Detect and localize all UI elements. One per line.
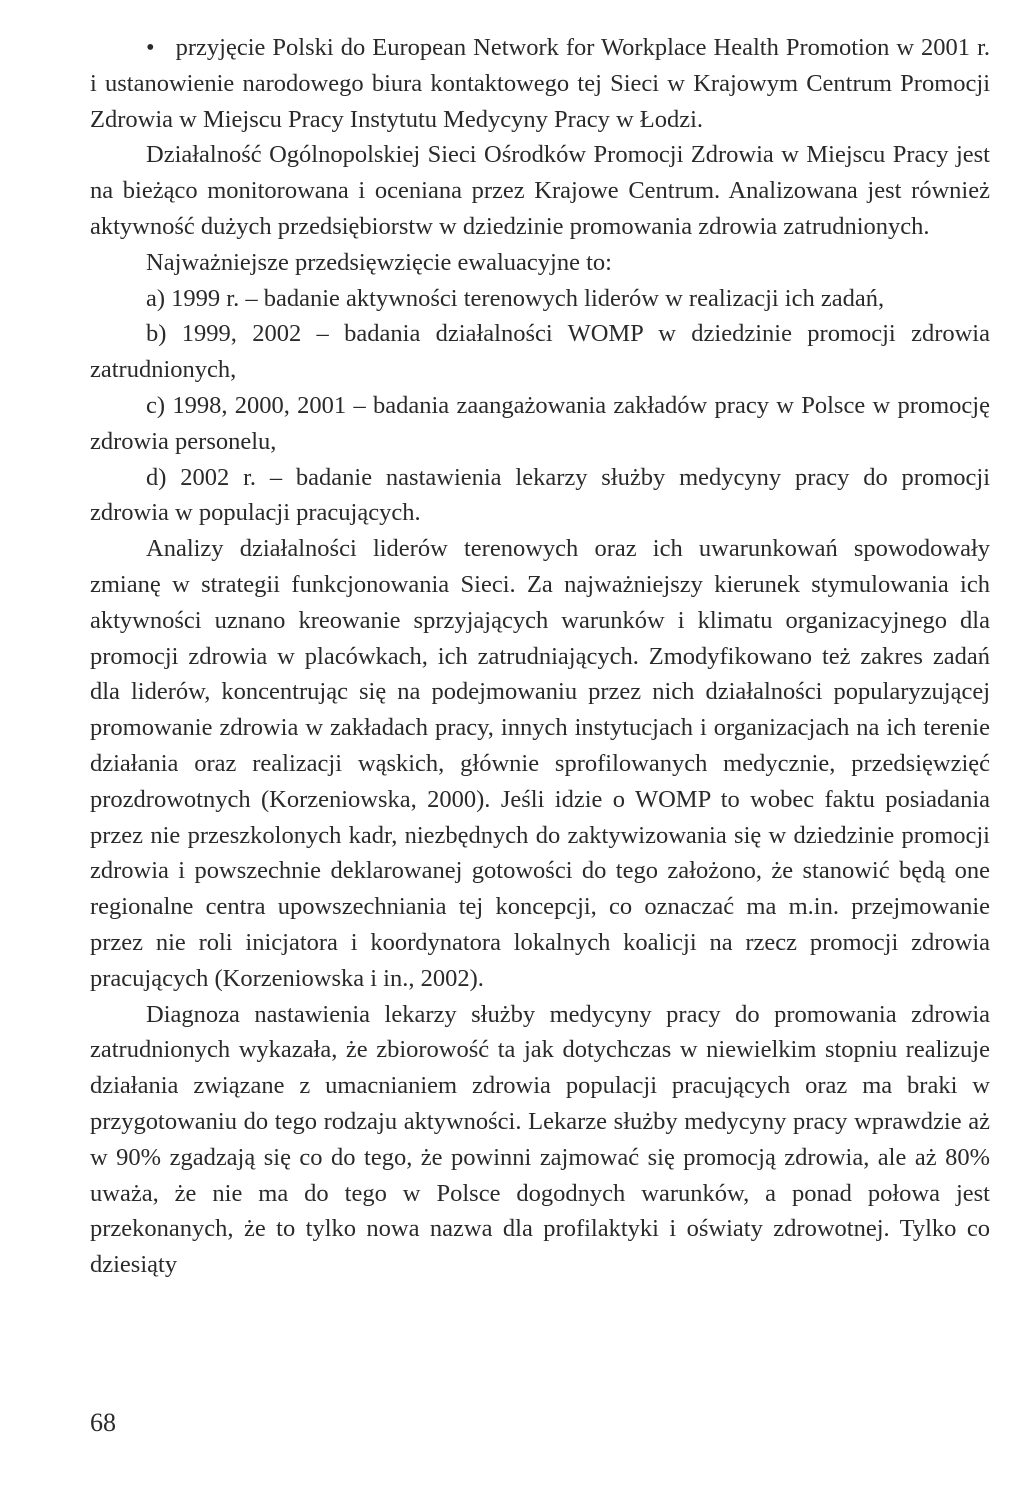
list-item: b) 1999, 2002 – badania działalności WOMP w dziedzinie promocji zdrowia zatrudnionych, — [90, 320, 990, 384]
list-item: a) 1999 r. – badanie aktywności terenowych liderów w realizacji ich zadań, — [146, 284, 885, 312]
paragraph: Działalność Ogólnopolskiej Sieci Ośrodków Promocji Zdrowia w Miejscu Pracy jest na bieżąco monitorowana i oceniana przez Krajowe Centrum. Analizowana jest również aktywność dużych przedsiębiorstw w dziedzinie promowania zdrowia zatrudnionych. — [90, 141, 990, 240]
paragraph: Diagnoza nastawienia lekarzy służby medycyny pracy do promowania zdrowia zatrudnionych wykazała, że zbiorowość ta jak dotychczas w niewielkim stopniu realizuje działania związane z umacnianiem zdrowia populacji pracujących oraz ma braki w przygotowaniu do tego rodzaju aktywności. Lekarze służby medycyny pracy wprawdzie aż w 90% zgadzają się co do tego, że powinni zajmować się promocją zdrowia, ale aż 80% uważa, że nie ma do tego w Polsce dogodnych warunków, a ponad połowa jest przekonanych, że to tylko nowa nazwa dla profilaktyki i oświaty zdrowotnej. Tylko co dziesiąty — [90, 1000, 990, 1279]
list-item: c) 1998, 2000, 2001 – badania zaangażowania zakładów pracy w Polsce w promocję zdrowia personelu, — [90, 391, 990, 455]
paragraph: Najważniejsze przedsięwzięcie ewaluacyjne to: — [146, 248, 612, 276]
page-number: 68 — [90, 1408, 116, 1437]
bullet-text: przyjęcie Polski do European Network for Workplace Health Promotion w 2001 r. i ustanowienie narodowego biura kontaktowego tej Sieci w Krajowym Centrum Promocji Zdrowia w Miejscu Pracy Instytutu Medycyny Pracy w Łodzi. — [90, 34, 991, 133]
bullet-icon: • — [146, 34, 155, 61]
bullet-item — [90, 30, 990, 137]
list-item: d) 2002 r. – badanie nastawienia lekarzy służby medycyny pracy do promocji zdrowia w populacji pracujących. — [90, 463, 990, 527]
document-body — [90, 30, 990, 1283]
paragraph: Analizy działalności liderów terenowych oraz ich uwarunkowań spowodowały zmianę w strategii funkcjonowania Sieci. Za najważniejszy kierunek stymulowania ich aktywności uznano kreowanie sprzyjających warunków i klimatu organizacyjnego dla promocji zdrowia w placówkach, ich zatrudniających. Zmodyfikowano też zakres zadań dla liderów, koncentrując się na podejmowaniu przez nich działalności popularyzującej promowanie zdrowia w zakładach pracy, innych instytucjach i organizacjach na ich terenie działania oraz realizacji wąskich, głównie sprofilowanych medycznie, przedsięwzięć prozdrowotnych (Korzeniowska, 2000). Jeśli idzie o WOMP to wobec faktu posiadania przez nie przeszkolonych kadr, niezbędnych do zaktywizowania się w dziedzinie promocji zdrowia i powszechnie deklarowanej gotowości do tego założono, że stanowić będą one regionalne centra upowszechniania tej koncepcji, co oznaczać ma m.in. przejmowanie przez nie roli inicjatora i koordynatora lokalnych koalicji na rzecz promocji zdrowia pracujących (Korzeniowska i in., 2002). — [90, 535, 990, 992]
